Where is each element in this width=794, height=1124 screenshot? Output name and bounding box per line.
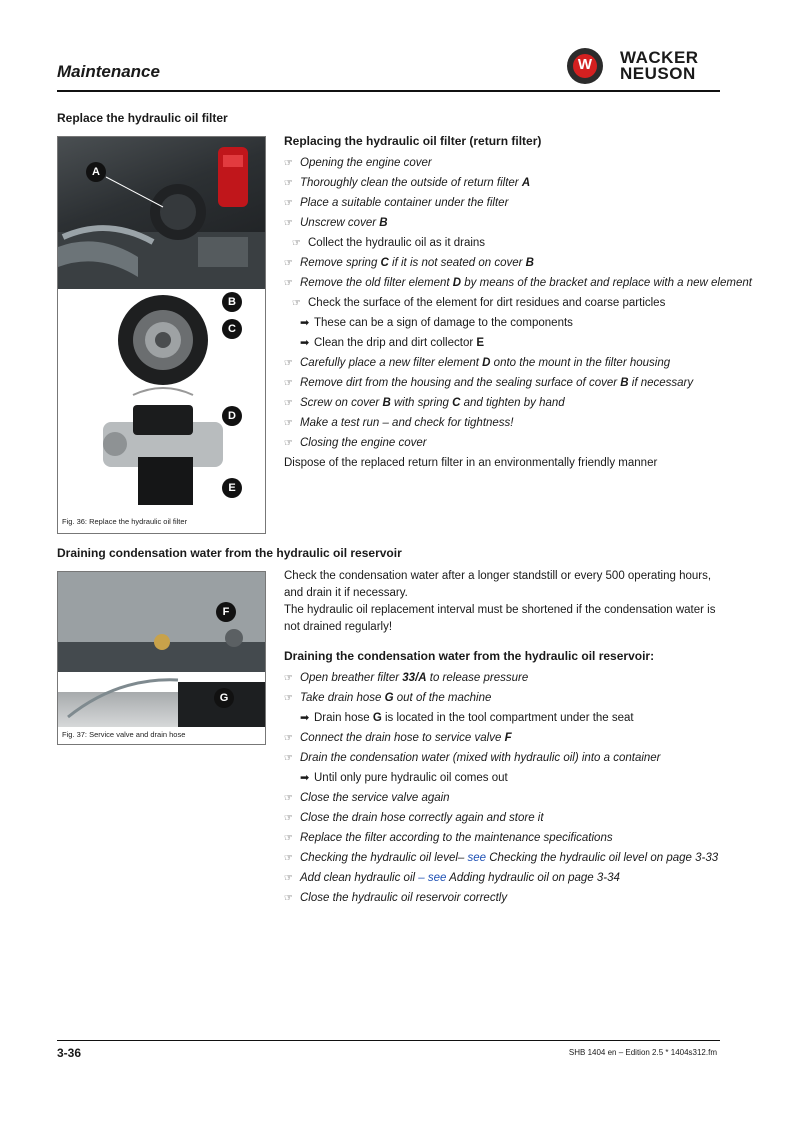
step-item: [284, 868, 724, 888]
pointing-hand-icon: ☞: [284, 693, 293, 704]
arrow-right-icon: ➡: [300, 317, 310, 329]
brand-line-1: WACKER: [620, 48, 699, 67]
pointing-hand-icon: ☞: [284, 158, 293, 169]
pointing-hand-icon: ☞: [284, 813, 293, 824]
figure-36-caption: Fig. 36: Replace the hydraulic oil filter: [62, 517, 188, 526]
step-item: [284, 453, 724, 473]
step-item: [284, 273, 752, 293]
subheading-draining: Draining the condensation water from the hydraulic oil reservoir:: [284, 649, 655, 663]
step-item: [284, 253, 724, 273]
pointing-hand-icon: ☞: [284, 218, 293, 229]
callout-g: G: [214, 688, 234, 708]
step-item: [284, 333, 724, 353]
step-item: [284, 688, 724, 708]
step-text: Close the drain hose correctly again and store it: [300, 812, 544, 824]
step-item: [284, 413, 724, 433]
pointing-hand-icon: ☞: [284, 853, 293, 864]
step-text: Carefully place a new filter element D onto the mount in the filter housing: [300, 357, 671, 369]
pointing-hand-icon: ☞: [292, 298, 301, 309]
subheading-return-filter: Replacing the hydraulic oil filter (return filter): [284, 134, 542, 148]
step-text: Check the surface of the element for dirt residues and coarse particles: [308, 297, 666, 309]
step-item: [284, 788, 724, 808]
step-text: Until only pure hydraulic oil comes out: [314, 772, 508, 784]
brand-wordmark: [620, 50, 722, 82]
step-item: [284, 433, 724, 453]
step-item: [284, 808, 724, 828]
step-item: [284, 353, 724, 373]
cross-reference-link[interactable]: see: [464, 852, 487, 864]
step-item: [284, 708, 724, 728]
pointing-hand-icon: ☞: [284, 418, 293, 429]
step-text: Checking the hydraulic oil level– see Checking the hydraulic oil level on page 3-33: [300, 852, 719, 864]
callout-f: F: [216, 602, 236, 622]
page-number: 3-36: [57, 1046, 82, 1060]
step-text: Remove dirt from the housing and the sealing surface of cover B if necessary: [300, 377, 694, 389]
callout-b: B: [222, 292, 242, 312]
step-text: Add clean hydraulic oil – see Adding hydraulic oil on page 3-34: [300, 872, 620, 884]
pointing-hand-icon: ☞: [284, 278, 293, 289]
step-text: Thoroughly clean the outside of return filter A: [300, 177, 531, 189]
step-item: [284, 173, 724, 193]
step-item: [284, 233, 724, 253]
step-item: [284, 393, 724, 413]
step-item: [284, 768, 724, 788]
step-item: [284, 213, 724, 233]
pointing-hand-icon: ☞: [284, 378, 293, 389]
steps-list-draining: [284, 668, 724, 908]
pointing-hand-icon: ☞: [284, 358, 293, 369]
step-item: [284, 848, 724, 868]
step-item: [284, 668, 724, 688]
step-text: Remove spring C if it is not seated on cover B: [300, 257, 534, 269]
filter-cover-photo: [108, 292, 218, 392]
pointing-hand-icon: ☞: [284, 793, 293, 804]
pointing-hand-icon: ☞: [284, 753, 293, 764]
step-text: Unscrew cover B: [300, 217, 388, 229]
pointing-hand-icon: ☞: [284, 178, 293, 189]
arrow-right-icon: ➡: [300, 337, 310, 349]
step-text: Drain hose G is located in the tool compartment under the seat: [314, 712, 634, 724]
pointing-hand-icon: ☞: [284, 893, 293, 904]
pointing-hand-icon: ☞: [284, 873, 293, 884]
pointing-hand-icon: ☞: [284, 198, 293, 209]
pointing-hand-icon: ☞: [292, 238, 301, 249]
step-text: Connect the drain hose to service valve F: [300, 732, 512, 744]
step-text: Take drain hose G out of the machine: [300, 692, 492, 704]
step-text: Drain the condensation water (mixed with hydraulic oil) into a container: [300, 752, 661, 764]
step-text: Screw on cover B with spring C and tighten by hand: [300, 397, 565, 409]
figure-37: [57, 571, 266, 745]
step-text: Make a test run – and check for tightness!: [300, 417, 514, 429]
arrow-right-icon: ➡: [300, 772, 310, 784]
step-item: [284, 728, 724, 748]
step-text: Remove the old filter element D by means of the bracket and replace with a new element: [300, 277, 752, 289]
arrow-right-icon: ➡: [300, 712, 310, 724]
service-valve-photo: [58, 572, 265, 727]
filter-housing-photo: [93, 387, 233, 505]
step-item: [284, 153, 724, 173]
steps-list-return-filter: [284, 153, 752, 473]
document-reference: SHB 1404 en – Edition 2.5 * 1404s312.fm: [568, 1048, 717, 1057]
step-item: [284, 748, 724, 768]
step-text: Opening the engine cover: [300, 157, 432, 169]
step-text: Clean the drip and dirt collector E: [314, 337, 485, 349]
step-item: [284, 293, 724, 313]
brand-logo-icon: W: [567, 48, 603, 84]
engine-bay-photo: [58, 137, 265, 289]
cross-reference-link[interactable]: – see: [418, 872, 447, 884]
step-text: Place a suitable container under the filter: [300, 197, 509, 209]
step-text: Replace the filter according to the maintenance specifications: [300, 832, 613, 844]
step-text: Collect the hydraulic oil as it drains: [308, 237, 486, 249]
figure-36: [57, 136, 266, 534]
step-text: Dispose of the replaced return filter in an environmentally friendly manner: [284, 457, 658, 469]
step-item: [284, 193, 724, 213]
section-heading-replace-filter: Replace the hydraulic oil filter: [57, 111, 228, 125]
figure-37-caption: Fig. 37: Service valve and drain hose: [62, 730, 186, 739]
step-item: [284, 373, 724, 393]
pointing-hand-icon: ☞: [284, 733, 293, 744]
pointing-hand-icon: ☞: [284, 398, 293, 409]
step-item: [284, 888, 724, 908]
pointing-hand-icon: ☞: [284, 258, 293, 269]
step-item: [284, 828, 724, 848]
step-text: Open breather filter 33/A to release pressure: [300, 672, 529, 684]
step-item: [284, 313, 724, 333]
pointing-hand-icon: ☞: [284, 673, 293, 684]
pointing-hand-icon: ☞: [284, 833, 293, 844]
footer-rule: [57, 1040, 720, 1041]
step-text: Close the service valve again: [300, 792, 450, 804]
section-heading-condensation: Draining condensation water from the hydraulic oil reservoir: [57, 546, 402, 560]
page-title: Maintenance: [57, 62, 160, 81]
callout-e: E: [222, 478, 242, 498]
step-text: Closing the engine cover: [300, 437, 427, 449]
paragraph-check-condensation: Check the condensation water after a longer standstill or every 500 operating hours, and drain it if necessary.: [284, 570, 712, 599]
step-text: These can be a sign of damage to the components: [314, 317, 573, 329]
pointing-hand-icon: ☞: [284, 438, 293, 449]
step-text: Close the hydraulic oil reservoir correctly: [300, 892, 508, 904]
callout-d: D: [222, 406, 242, 426]
callout-a: A: [86, 162, 106, 182]
callout-c: C: [222, 319, 242, 339]
brand-line-2: NEUSON: [620, 64, 696, 83]
paragraph-replacement-interval: The hydraulic oil replacement interval must be shortened if the condensation water is not drained regularly!: [284, 604, 716, 633]
header-rule: [57, 90, 720, 92]
